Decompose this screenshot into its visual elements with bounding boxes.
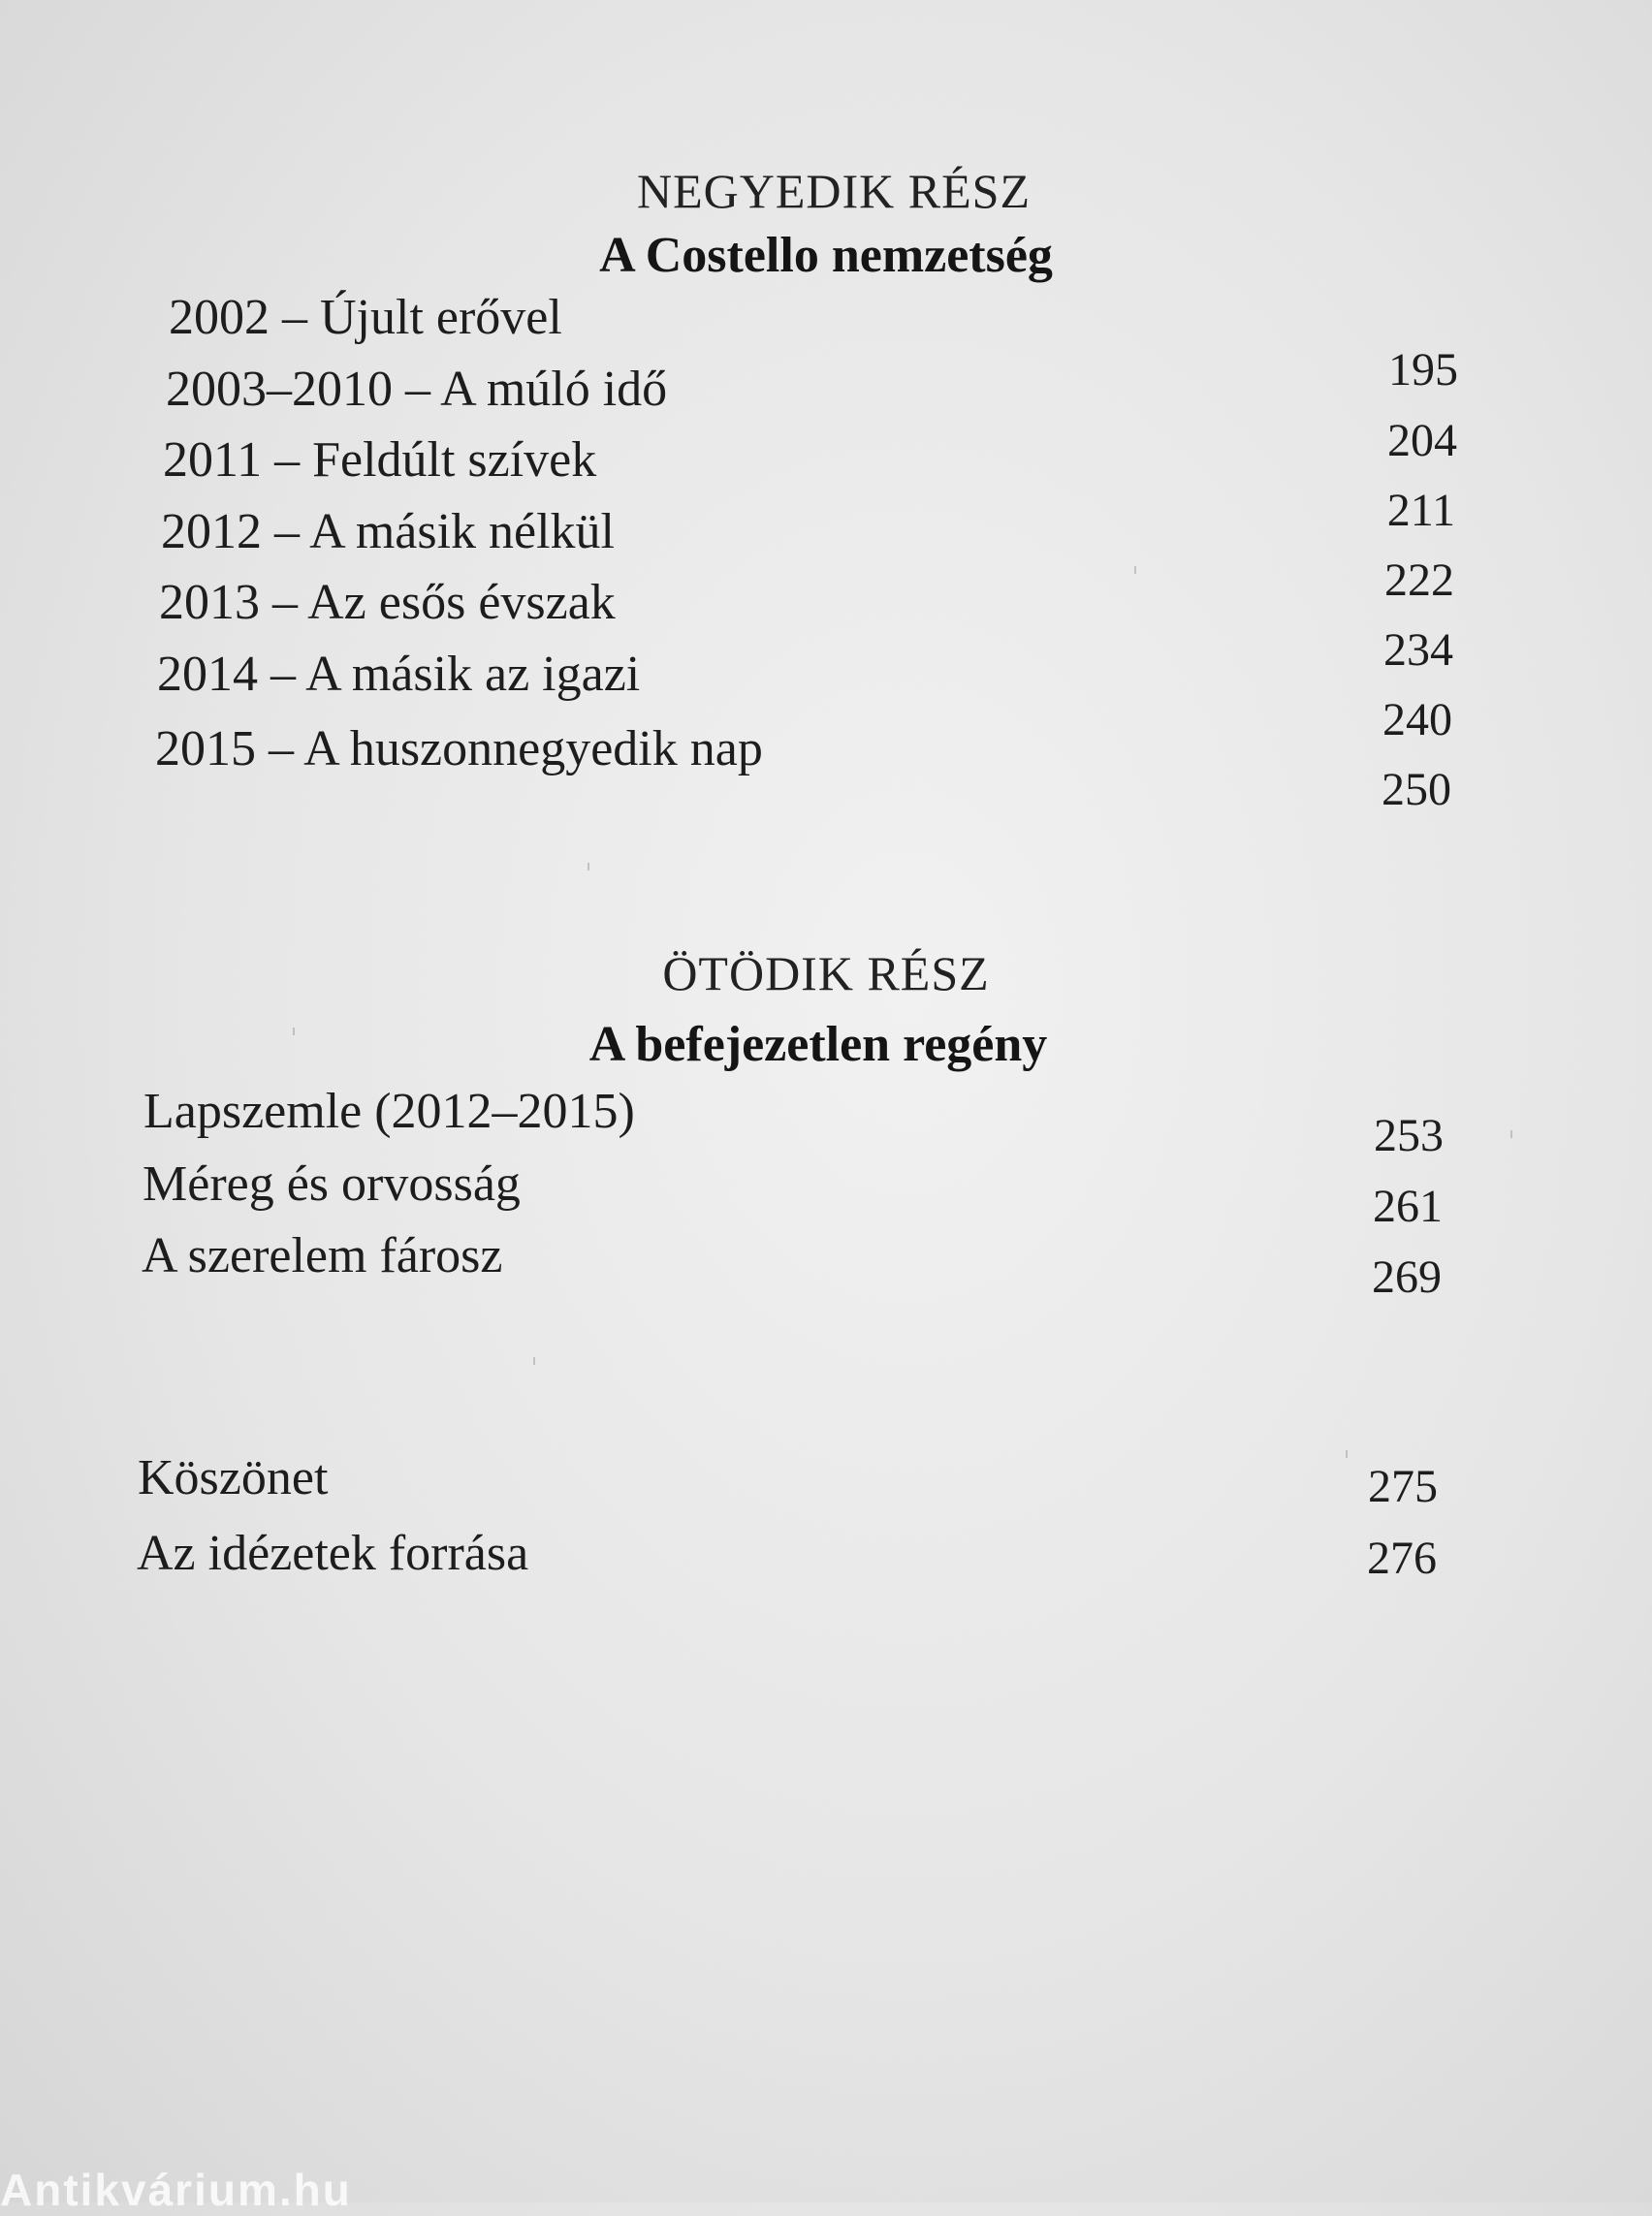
toc-entry-title: 2013 – Az esős évszak	[159, 575, 616, 630]
toc-entry-title: 2011 – Feldúlt szívek	[163, 432, 597, 488]
toc-entry-page: 250	[1382, 764, 1451, 815]
toc-entry-title: Az idézetek forrása	[137, 1526, 529, 1581]
toc-entry-page: 222	[1384, 554, 1454, 606]
paper-speck	[533, 1357, 535, 1365]
toc-entry-page: 240	[1382, 694, 1452, 745]
toc-entry-page: 269	[1372, 1251, 1442, 1303]
toc-entry-page: 211	[1386, 485, 1455, 536]
toc-entry-title: 2014 – A másik az igazi	[157, 647, 641, 702]
toc-entry-title: 2012 – A másik nélkül	[161, 504, 615, 559]
toc-entry-page: 204	[1387, 415, 1457, 466]
paper-speck	[1510, 1130, 1512, 1138]
paper-speck	[1134, 566, 1136, 574]
toc-entry-page: 253	[1374, 1110, 1444, 1161]
toc-entry-page: 275	[1368, 1461, 1438, 1512]
watermark: Antikvárium.hu	[0, 2165, 352, 2215]
toc-entry-title: Méreg és orvosság	[143, 1156, 521, 1212]
toc-entry-title: Köszönet	[138, 1450, 329, 1505]
paper-speck	[588, 863, 589, 871]
part4-label: NEGYEDIK RÉSZ	[636, 164, 1032, 218]
toc-entry-title: 2015 – A huszonnegyedik nap	[155, 721, 763, 776]
toc-entry-title: 2003–2010 – A múló idő	[166, 362, 668, 417]
toc-entry-page: 276	[1367, 1533, 1437, 1584]
toc-entry-page: 195	[1388, 344, 1458, 396]
toc-entry-title: 2002 – Újult erővel	[169, 290, 562, 345]
toc-entry-title: A szerelem fárosz	[142, 1228, 503, 1283]
toc-entry-title: Lapszemle (2012–2015)	[143, 1084, 635, 1139]
toc-entry-page: 234	[1383, 624, 1453, 676]
part5-label: ÖTÖDIK RÉSZ	[662, 946, 990, 1000]
part4-title: A Costello nemzetség	[599, 228, 1053, 283]
toc-entry-page: 261	[1373, 1181, 1443, 1232]
paper-speck	[293, 1028, 295, 1035]
part5-title: A befejezetlen regény	[588, 1017, 1048, 1072]
paper-speck	[1346, 1450, 1348, 1458]
